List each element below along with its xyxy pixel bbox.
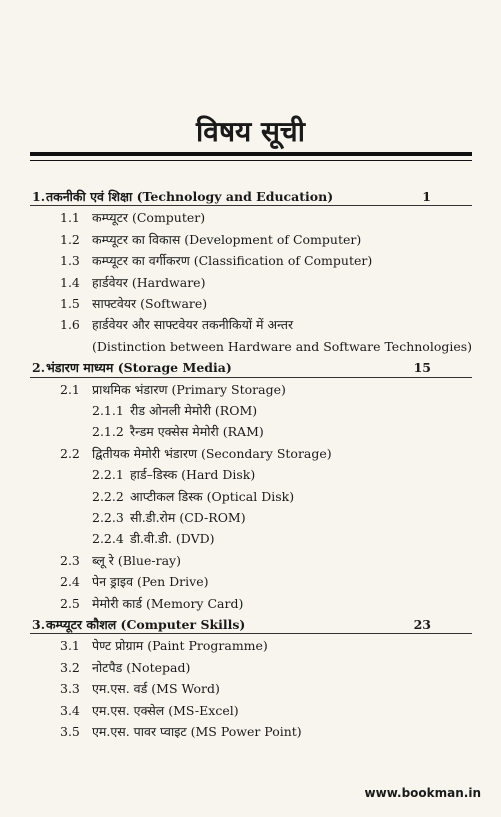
chapter-row <box>0 614 501 635</box>
entry-number: 1.4 <box>60 274 80 290</box>
entry-number: 2.2.4 <box>92 531 124 547</box>
entry-title: कम्प्यूटर का वर्गीकरण (Classification of Computer) <box>92 253 373 269</box>
entry-number: 2.5 <box>60 595 80 611</box>
publisher-url: www.bookman.in <box>364 786 481 800</box>
section-row <box>0 657 501 678</box>
chapter-row <box>0 186 501 207</box>
chapter-divider <box>30 377 472 378</box>
section-row <box>0 379 501 400</box>
entry-number: 2.4 <box>60 574 80 590</box>
entry-number: 2.2.1 <box>92 467 124 483</box>
entry-title: रीड ओनली मेमोरी (ROM) <box>130 403 258 418</box>
entry-title: सी.डी.रोम (CD-ROM) <box>130 510 246 525</box>
entry-title: रैन्डम एक्सेस मेमोरी (RAM) <box>130 424 264 440</box>
entry-number: 2.1.2 <box>92 424 124 440</box>
entry-number: 2.1 <box>60 381 80 397</box>
chapter-divider <box>30 205 472 206</box>
subsection-row <box>0 421 501 442</box>
entry-title: भंडारण माध्यम (Storage Media) <box>46 360 232 376</box>
section-row <box>0 721 501 742</box>
section-row <box>0 550 501 571</box>
entry-title: कम्प्यूटर कौशल (Computer Skills) <box>46 617 246 632</box>
entry-title: डी.वी.डी. (DVD) <box>130 531 215 547</box>
entry-title: कम्प्यूटर (Computer) <box>92 210 206 226</box>
entry-title: एम.एस. वर्ड (MS Word) <box>92 681 220 697</box>
entry-title: (Distinction between Hardware and Software Technologies) <box>92 338 473 354</box>
section-row <box>0 250 501 271</box>
section-row <box>0 207 501 228</box>
subsection-row <box>0 528 501 549</box>
entry-number: 3.3 <box>60 681 80 697</box>
entry-title: मेमोरी कार्ड (Memory Card) <box>92 595 244 611</box>
subsection-row <box>0 507 501 528</box>
section-row <box>0 272 501 293</box>
section-continuation-row <box>0 336 501 357</box>
entry-title: ब्लू रे (Blue-ray) <box>92 552 181 568</box>
section-row <box>0 593 501 614</box>
entry-number: 2.1.1 <box>92 403 124 418</box>
entry-title: आप्टीकल डिस्क (Optical Disk) <box>130 488 295 504</box>
entry-title: नोटपैड (Notepad) <box>92 659 191 675</box>
entry-number: 3.1 <box>60 638 80 654</box>
title-rule-thin <box>30 160 472 161</box>
section-row <box>0 571 501 592</box>
page-title: विषय सूची <box>196 115 305 148</box>
entry-title: एम.एस. पावर प्वाइट (MS Power Point) <box>92 724 302 739</box>
entry-title: कम्प्यूटर का विकास (Development of Computer) <box>92 231 362 247</box>
entry-number: 2.2 <box>60 445 80 461</box>
entry-title: हार्ड–डिस्क (Hard Disk) <box>130 467 256 483</box>
entry-number: 2.2.2 <box>92 488 124 504</box>
entry-number: 1.5 <box>60 296 80 311</box>
title-rule-thick <box>30 152 472 156</box>
entry-number: 2.2.3 <box>92 510 124 525</box>
entry-title: एम.एस. एक्सेल (MS-Excel) <box>92 702 239 718</box>
chapter-row <box>0 357 501 378</box>
entry-number: 3.2 <box>60 659 80 675</box>
entry-number: 3. <box>32 617 46 632</box>
subsection-row <box>0 400 501 421</box>
entry-number: 1. <box>32 189 46 204</box>
section-row <box>0 229 501 250</box>
entry-title: हार्डवेयर (Hardware) <box>92 274 206 290</box>
entry-title: पेण्ट प्रोग्राम (Paint Programme) <box>92 638 268 654</box>
chapter-divider <box>30 633 472 634</box>
entry-title: साफ्टवेयर (Software) <box>92 296 208 311</box>
entry-page: 15 <box>413 360 431 376</box>
entry-number: 1.6 <box>60 317 80 333</box>
section-row <box>0 678 501 699</box>
section-row <box>0 314 501 335</box>
entry-title: हार्डवेयर और साफ्टवेयर तकनीकियों में अन्तर <box>92 317 294 333</box>
entry-number: 2.3 <box>60 552 80 568</box>
entry-number: 1.2 <box>60 231 80 247</box>
subsection-row <box>0 464 501 485</box>
section-row <box>0 700 501 721</box>
entry-title: पेन ड्राइव (Pen Drive) <box>92 574 209 590</box>
entry-title: द्वितीयक मेमोरी भंडारण (Secondary Storage) <box>92 445 332 461</box>
section-row <box>0 635 501 656</box>
entry-page: 1 <box>422 189 431 204</box>
entry-number: 3.4 <box>60 702 80 718</box>
entry-number: 2. <box>32 360 46 376</box>
entry-number: 3.5 <box>60 724 80 739</box>
entry-number: 1.3 <box>60 253 80 269</box>
subsection-row <box>0 486 501 507</box>
entry-title: प्राथमिक भंडारण (Primary Storage) <box>92 381 286 397</box>
section-row <box>0 293 501 314</box>
entry-title: तकनीकी एवं शिक्षा (Technology and Education) <box>46 189 334 204</box>
section-row <box>0 443 501 464</box>
entry-number: 1.1 <box>60 210 80 226</box>
entry-page: 23 <box>413 617 431 632</box>
